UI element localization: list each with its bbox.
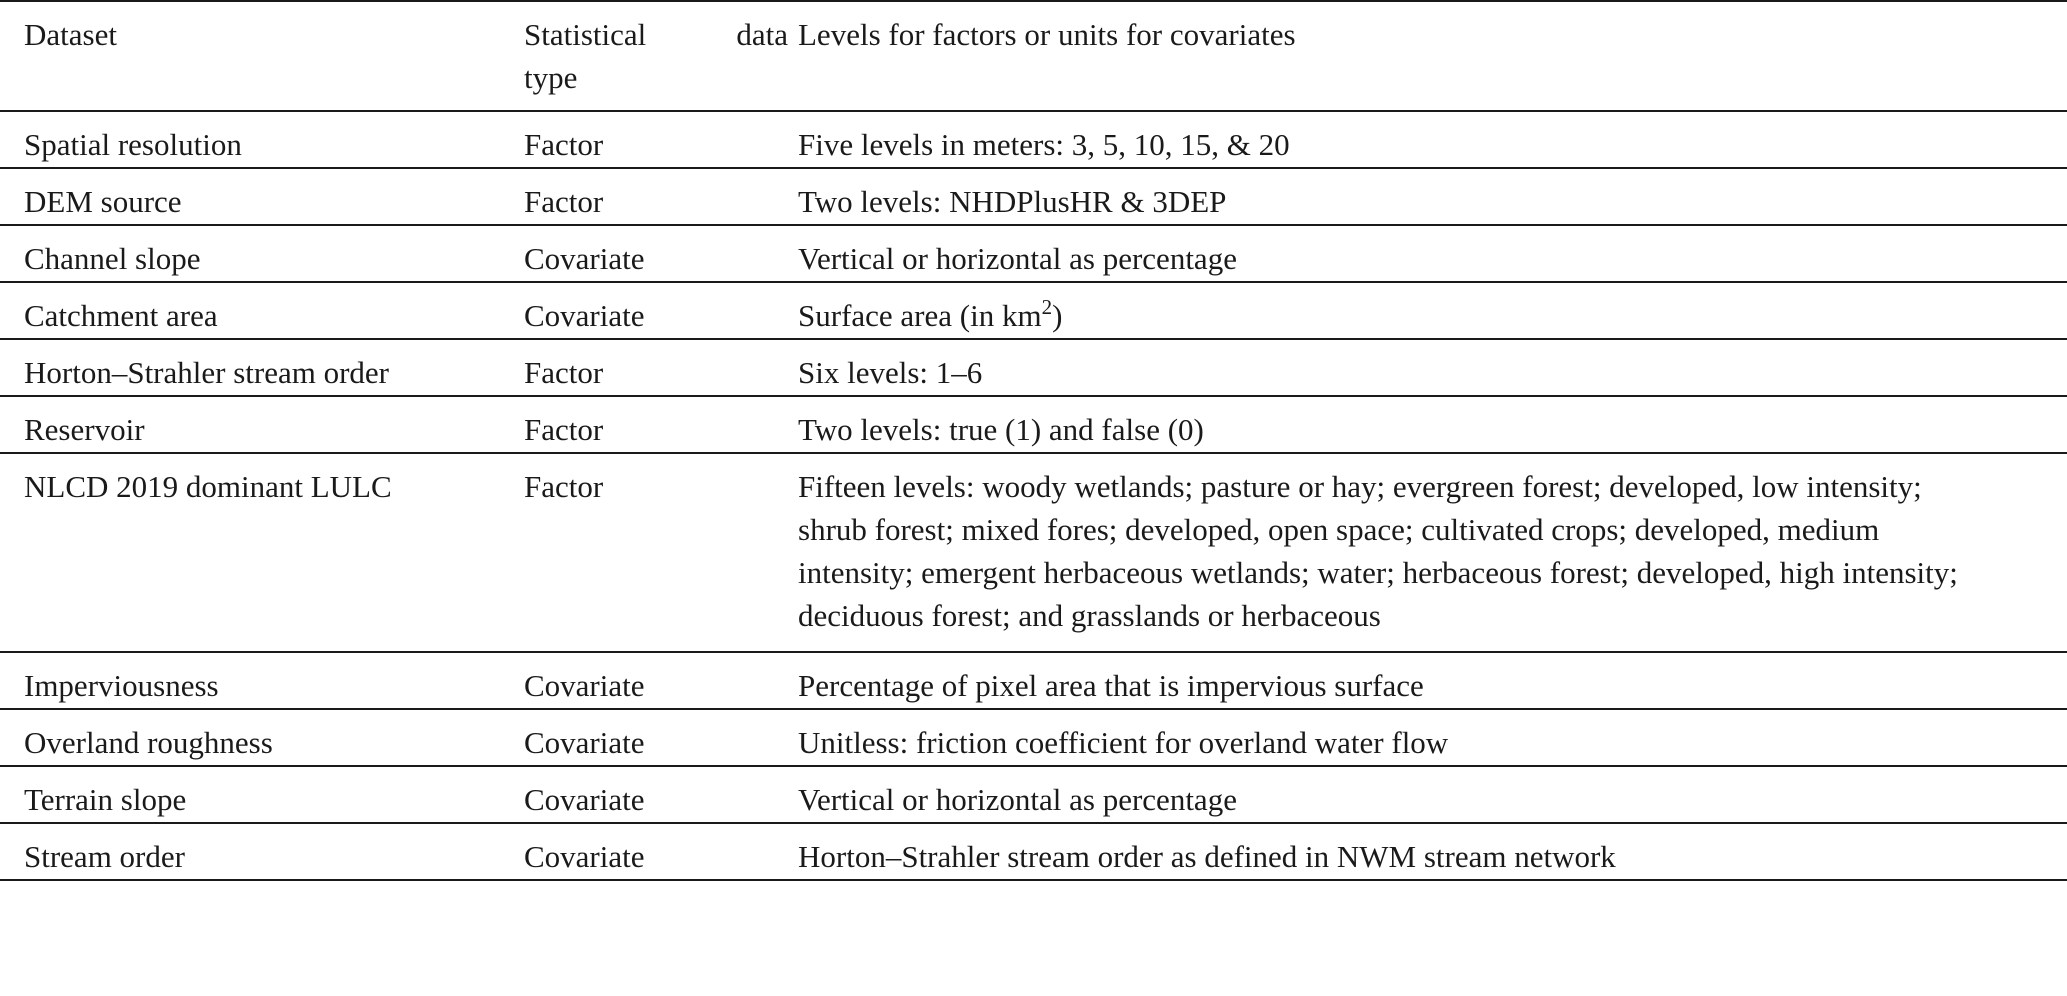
table-row: [0, 339, 2067, 396]
levels-text: Surface area (in km: [798, 298, 1042, 333]
type-cell: Covariate: [524, 839, 645, 874]
levels-cell: Horton–Strahler stream order as defined in NWM stream network: [798, 839, 1616, 874]
type-cell: Factor: [524, 184, 604, 219]
dataset-cell: Spatial resolution: [24, 127, 242, 162]
type-cell: Covariate: [524, 668, 645, 703]
levels-cell: Six levels: 1–6: [798, 355, 983, 390]
header-levels: Levels for factors or units for covariates: [798, 17, 1296, 52]
type-cell: Covariate: [524, 298, 645, 333]
type-cell: Factor: [524, 355, 604, 390]
header-type-line2: type: [524, 60, 578, 95]
table-row: [0, 709, 2067, 766]
dataset-cell: Horton–Strahler stream order: [24, 355, 389, 390]
table-row: [0, 282, 2067, 339]
type-cell: Factor: [524, 127, 604, 162]
table-header-row: [0, 1, 2067, 111]
table-row: [0, 225, 2067, 282]
dataset-cell: Channel slope: [24, 241, 201, 276]
levels-cell: Five levels in meters: 3, 5, 10, 15, & 20: [798, 127, 1290, 162]
levels-cell: Percentage of pixel area that is impervious surface: [798, 668, 1424, 703]
header-statistical-data-type: [524, 1, 798, 111]
table-row: [0, 766, 2067, 823]
dataset-cell: Terrain slope: [24, 782, 187, 817]
dataset-cell: NLCD 2019 dominant LULC: [24, 469, 392, 504]
type-cell: Covariate: [524, 241, 645, 276]
table-row: [0, 111, 2067, 168]
levels-cell: [798, 282, 2067, 339]
table-row: [0, 453, 2067, 652]
levels-cell: Unitless: friction coefficient for overland water flow: [798, 725, 1449, 760]
header-type-line1: Statistical data: [524, 17, 788, 52]
type-cell: Covariate: [524, 782, 645, 817]
dataset-cell: DEM source: [24, 184, 182, 219]
superscript: 2: [1041, 295, 1053, 319]
table-row: [0, 823, 2067, 880]
type-cell: Covariate: [524, 725, 645, 760]
table-row: [0, 168, 2067, 225]
table-row: [0, 396, 2067, 453]
levels-cell: Two levels: true (1) and false (0): [798, 412, 1204, 447]
levels-cell: Two levels: NHDPlusHR & 3DEP: [798, 184, 1227, 219]
header-dataset: Dataset: [24, 17, 117, 52]
levels-cell: Vertical or horizontal as percentage: [798, 782, 1237, 817]
dataset-cell: Stream order: [24, 839, 185, 874]
levels-cell: Fifteen levels: woody wetlands; pasture or hay; evergreen forest; developed, low intensity; shrub forest; mixed fores; developed, open space; cultivated crops; developed, medium intensity; emergent herbaceous wetlands; water; herbaceous forest; developed, high intensity; deciduous forest; and grasslands or herbaceous: [798, 469, 1958, 633]
dataset-cell: Overland roughness: [24, 725, 273, 760]
dataset-cell: Reservoir: [24, 412, 145, 447]
type-cell: Factor: [524, 469, 604, 504]
dataset-cell: Catchment area: [24, 298, 218, 333]
levels-text-suffix: ): [1052, 298, 1063, 333]
table-row: [0, 652, 2067, 709]
type-cell: Factor: [524, 412, 604, 447]
levels-cell: Vertical or horizontal as percentage: [798, 241, 1237, 276]
dataset-cell: Imperviousness: [24, 668, 219, 703]
